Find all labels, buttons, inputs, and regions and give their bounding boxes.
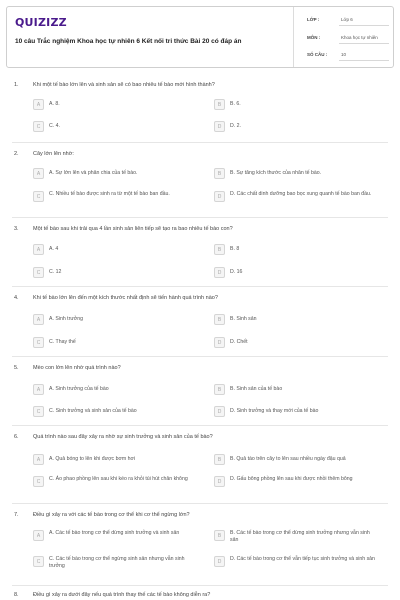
meta-count-label: SỐ CÂU : xyxy=(307,52,328,57)
meta-grade-value: Lớp 6 xyxy=(341,17,353,22)
option-letter: D xyxy=(214,191,225,202)
option-letter: B xyxy=(214,454,225,465)
option-text: D. Các tế bào trong cơ thể vẫn tiếp tục sinh trưởng và sinh sản xyxy=(230,556,375,562)
option-letter: D xyxy=(214,476,225,487)
question-divider xyxy=(12,217,388,218)
option-text: A. Quả bóng to lên khi được bơm hơi xyxy=(49,456,136,462)
option-text: B. Quả táo trên cây to lên sau nhiều ngày đậu quả xyxy=(230,456,346,462)
question-divider xyxy=(12,142,388,143)
option-letter: D xyxy=(214,406,225,417)
option-letter: A xyxy=(33,314,44,325)
option-text: B. Các tế bào trong cơ thể dừng sinh trưởng nhưng vẫn sinh sản xyxy=(230,530,370,543)
meta-subject-label: MÔN : xyxy=(307,35,321,40)
meta-underline xyxy=(339,25,389,26)
option-letter: A xyxy=(33,244,44,255)
question-divider xyxy=(12,425,388,426)
question-divider xyxy=(12,503,388,504)
meta-subject xyxy=(299,35,393,49)
worksheet-header xyxy=(6,6,394,68)
option-text: A. 8. xyxy=(49,101,60,107)
option-letter: A xyxy=(33,454,44,465)
option-letter: C xyxy=(33,267,44,278)
option-text: B. Sự tăng kích thước của nhân tế bào. xyxy=(230,170,322,176)
option-letter: B xyxy=(214,99,225,110)
option-text: D. 16 xyxy=(230,269,243,275)
worksheet-title: 10 câu Trắc nghiệm Khoa học tự nhiên 6 Kết nối tri thức Bài 20 có đáp án xyxy=(15,38,242,45)
meta-subject-value: Khoa học tự nhiên xyxy=(341,35,378,40)
option-letter: C xyxy=(33,191,44,202)
option-text: C. Nhiều tế bào được sinh ra từ một tế bào ban đầu. xyxy=(49,191,170,197)
question-text: Điều gì xảy ra với các tế bào trong cơ thể khi cơ thể ngừng lớn? xyxy=(33,512,190,518)
option-letter: D xyxy=(214,337,225,348)
option-text: A. Các tế bào trong cơ thể dừng sinh trưởng và sinh sản xyxy=(49,530,180,536)
option-text: B. Sinh sản của tế bào xyxy=(230,386,283,392)
meta-count xyxy=(299,52,393,66)
meta-underline xyxy=(339,43,389,44)
question-text: Cây lớn lên nhờ: xyxy=(33,151,74,157)
option-letter: C xyxy=(33,337,44,348)
question-number: 6. xyxy=(14,434,19,440)
meta-grade xyxy=(299,17,393,31)
option-text: C. 4. xyxy=(49,123,60,129)
option-text: C. Các tế bào trong cơ thể ngừng sinh sản nhưng vẫn sinh trưởng xyxy=(49,556,185,569)
option-letter: C xyxy=(33,121,44,132)
option-letter: A xyxy=(33,384,44,395)
option-text: A. Sinh trưởng xyxy=(49,316,83,322)
question-number: 5. xyxy=(14,365,19,371)
question-divider xyxy=(12,356,388,357)
option-text: A. Sinh trưởng của tế bào xyxy=(49,386,109,392)
option-letter: B xyxy=(214,168,225,179)
meta-count-value: 10 xyxy=(341,52,347,57)
option-letter: A xyxy=(33,168,44,179)
option-text: D. Chết xyxy=(230,339,248,345)
question-divider xyxy=(12,585,388,586)
option-text: D. Gấu bông phồng lên sau khi được nhồi thêm bông xyxy=(230,476,353,482)
meta-underline xyxy=(339,60,389,61)
option-text: B. 6. xyxy=(230,101,241,107)
quizizz-logo: QUIZIZZ xyxy=(15,16,67,29)
option-text: A. 4 xyxy=(49,246,59,252)
question-text: Mèo con lớn lên nhờ quá trình nào? xyxy=(33,365,121,371)
option-text: D. 2. xyxy=(230,123,241,129)
option-text: C. 12 xyxy=(49,269,62,275)
option-text: A. Sự lớn lên và phân chia của tế bào. xyxy=(49,170,138,176)
option-text: C. Thay thế xyxy=(49,339,76,345)
option-letter: C xyxy=(33,406,44,417)
question-text: Khi tế bào lớn lên đến một kích thước nhất định sẽ tiến hành quá trình nào? xyxy=(33,295,218,301)
option-letter: C xyxy=(33,556,44,567)
option-text: B. 8 xyxy=(230,246,240,252)
question-text: Khi một tế bào lớn lên và sinh sản sẽ có bao nhiêu tế bào mới hình thành? xyxy=(33,82,215,88)
option-letter: D xyxy=(214,267,225,278)
option-letter: A xyxy=(33,530,44,541)
option-letter: B xyxy=(214,384,225,395)
option-letter: B xyxy=(214,244,225,255)
option-text: B. Sinh sản xyxy=(230,316,257,322)
option-text: D. Sinh trưởng và thay mới của tế bào xyxy=(230,408,319,414)
question-text: Điều gì xảy ra dưới đây nếu quá trình thay thế các tế bào không diễn ra? xyxy=(33,592,211,598)
option-text: C. Sinh trưởng và sinh sản của tế bào xyxy=(49,408,137,414)
option-letter: B xyxy=(214,530,225,541)
header-divider xyxy=(293,7,294,67)
question-text: Một tế bào sau khi trải qua 4 lần sinh sản liên tiếp sẽ tạo ra bao nhiêu tế bào con? xyxy=(33,226,233,232)
option-text: D. Các chất dinh dưỡng bao bọc xung quanh tế bào ban đầu. xyxy=(230,191,372,197)
option-letter: B xyxy=(214,314,225,325)
option-letter: D xyxy=(214,556,225,567)
option-letter: C xyxy=(33,476,44,487)
question-number: 7. xyxy=(14,512,19,518)
option-letter: A xyxy=(33,99,44,110)
option-text: C. Áo phao phồng lên sau khi kéo ra khỏi túi hút chân không xyxy=(49,476,188,482)
question-number: 2. xyxy=(14,151,19,157)
question-number: 4. xyxy=(14,295,19,301)
question-number: 3. xyxy=(14,226,19,232)
option-letter: D xyxy=(214,121,225,132)
question-number: 1. xyxy=(14,82,19,88)
question-divider xyxy=(12,286,388,287)
meta-grade-label: LỚP : xyxy=(307,17,320,22)
question-text: Quá trình nào sau đây xảy ra nhờ sự sinh trưởng và sinh sản của tế bào? xyxy=(33,434,213,440)
question-number: 8. xyxy=(14,592,19,598)
